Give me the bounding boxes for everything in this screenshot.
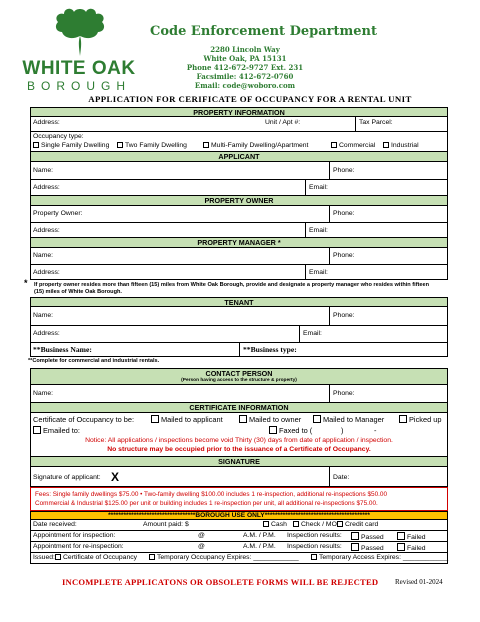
payment-credit[interactable]: Credit card	[337, 521, 378, 528]
owner-email-label[interactable]: Email:	[309, 227, 328, 234]
checkbox-icon[interactable]	[151, 415, 159, 423]
manager-note: If property owner resides more than fifteen (15) miles from White Oak Borough, provide and designate a property manager who resides within fifteen (15) miles of White Oak Borough.	[34, 282, 430, 296]
result-failed[interactable]: Failed	[397, 543, 426, 552]
business-name-label[interactable]: **Business Name:	[33, 345, 92, 354]
email-cell	[305, 180, 306, 195]
phone-cell	[329, 307, 330, 325]
rejection-warning: INCOMPLETE APPLICATONS OR OBSOLETE FORMS WILL BE REJECTED	[62, 577, 379, 587]
certificate-label: Certificate of Occupancy to be:	[33, 415, 135, 424]
business-type-label[interactable]: **Business type:	[243, 345, 297, 354]
checkbox-icon[interactable]	[337, 521, 343, 527]
owner-name-row	[30, 206, 448, 223]
checkbox-icon[interactable]	[239, 415, 247, 423]
checkbox-icon[interactable]	[149, 554, 155, 560]
applicant-address-label[interactable]: Address:	[33, 184, 60, 191]
checkbox-icon[interactable]	[383, 142, 389, 148]
phone-cell	[329, 206, 330, 222]
checkbox-icon[interactable]	[351, 543, 359, 551]
checkbox-industrial[interactable]: Industrial	[383, 142, 419, 149]
manager-name-label[interactable]: Name:	[33, 252, 54, 259]
inspection-results-label: Inspection results:	[287, 532, 342, 539]
revised-date: Revised 01-2024	[395, 578, 443, 586]
department-title: Code Enforcement Department	[150, 24, 377, 39]
owner-phone-label[interactable]: Phone:	[333, 210, 355, 217]
tenant-address-row	[30, 326, 448, 343]
contact-subheading: (Person having access to the structure & property)	[181, 378, 297, 383]
fees-line-1: Fees: Single family dwellings $75.00 • Two-family dwelling $100.00 includes 1 re-inspection, additional re-inspections $50.00	[35, 491, 388, 498]
manager-address-row	[30, 265, 448, 280]
contact-phone-label[interactable]: Phone:	[333, 390, 355, 397]
checkbox-icon[interactable]	[203, 142, 209, 148]
ampm-label[interactable]: A.M. / P.M.	[243, 532, 276, 539]
checkbox-icon[interactable]	[351, 532, 359, 540]
email-cell	[305, 223, 306, 237]
property-address-row	[30, 117, 448, 132]
address-line: 2280 Lincoln Way	[210, 45, 280, 54]
address-line: White Oak, PA 15131	[203, 54, 287, 63]
checkbox-two-family[interactable]: Two Family Dwelling	[117, 142, 187, 149]
checkbox-icon[interactable]	[311, 554, 317, 560]
option-emailed[interactable]: Emailed to:	[33, 426, 80, 435]
checkbox-commercial[interactable]: Commercial	[331, 142, 375, 149]
payment-cash[interactable]: Cash	[263, 521, 287, 528]
option-mailed-manager[interactable]: Mailed to Manager	[313, 415, 384, 424]
section-certificate-information: CERTIFICATE INFORMATION	[30, 403, 448, 413]
occupancy-type-label: Occupancy type:	[33, 133, 84, 140]
checkbox-icon[interactable]	[293, 521, 299, 527]
tenant-address-label[interactable]: Address:	[33, 330, 60, 337]
section-tenant: TENANT	[30, 297, 448, 307]
tenant-note: **Complete for commercial and industrial rentals.	[28, 358, 160, 364]
applicant-email-label[interactable]: Email:	[309, 184, 328, 191]
date-received-row	[30, 520, 448, 531]
address-label[interactable]: Address:	[33, 119, 60, 126]
email-line: Email: code@woboro.com	[194, 81, 296, 90]
property-owner-label[interactable]: Property Owner:	[33, 210, 83, 217]
at-sign: @	[198, 532, 205, 539]
faxed-close-paren: )	[341, 426, 344, 435]
appointment-inspection-row	[30, 531, 448, 542]
fees-line-2: Commercial & Industrial $125.00 per unit or building includes 1 re-inspection per unit, all additional re-inspections $75.00.	[35, 500, 378, 507]
applicant-name-row	[30, 162, 448, 180]
email-cell	[299, 326, 300, 342]
fax-dash: -	[374, 426, 377, 435]
checkbox-multi-family[interactable]: Multi-Family Dwelling/Apartment	[203, 142, 308, 149]
signature-date-label[interactable]: Date:	[333, 474, 350, 481]
manager-note-star: *	[24, 278, 28, 288]
checkbox-icon[interactable]	[331, 142, 337, 148]
option-mailed-owner[interactable]: Mailed to owner	[239, 415, 301, 424]
tenant-phone-label[interactable]: Phone:	[333, 312, 355, 319]
notice-occupancy: No structure may be occupied prior to the issuance of a Certificate of Occupancy.	[107, 446, 371, 453]
fees-box	[30, 487, 448, 511]
checkbox-icon[interactable]	[269, 426, 277, 434]
manager-phone-label[interactable]: Phone:	[333, 252, 355, 259]
checkbox-icon[interactable]	[399, 415, 407, 423]
checkbox-icon[interactable]	[263, 521, 269, 527]
logo-text-borough: BOROUGH	[26, 79, 131, 93]
notice-void: Notice: All applications / inspections become void Thirty (30) days from date of application / inspection.	[85, 437, 393, 444]
applicant-phone-label[interactable]: Phone:	[333, 167, 355, 174]
result-failed[interactable]: Failed	[397, 532, 426, 541]
phone-cell	[329, 162, 330, 179]
manager-email-label[interactable]: Email:	[309, 269, 328, 276]
section-signature: SIGNATURE	[30, 457, 448, 467]
email-cell	[305, 265, 306, 279]
contact-heading: CONTACT PERSON	[205, 369, 273, 378]
appointment-inspection-label[interactable]: Appointment for inspection:	[33, 532, 116, 539]
section-property-manager: PROPERTY MANAGER *	[30, 238, 448, 248]
fax-line: Facsimile: 412-672-0760	[196, 72, 294, 81]
owner-address-label[interactable]: Address:	[33, 227, 60, 234]
issued-row	[30, 553, 448, 564]
issued-certificate[interactable]: Certificate of Occupancy	[55, 554, 137, 561]
contact-row	[30, 385, 448, 403]
issued-label: Issued:	[33, 554, 55, 561]
manager-address-label[interactable]: Address:	[33, 269, 60, 276]
issued-temp-access[interactable]: Temporary Access Expires: ____________	[311, 554, 448, 561]
result-passed[interactable]: Passed	[351, 532, 384, 541]
checkbox-icon[interactable]	[117, 142, 123, 148]
applicant-address-row	[30, 180, 448, 196]
oak-leaf-icon	[52, 8, 108, 58]
checkbox-icon[interactable]	[55, 554, 61, 560]
option-picked-up[interactable]: Picked up	[399, 415, 441, 424]
phone-cell	[329, 248, 330, 264]
phone-cell	[329, 385, 330, 402]
certificate-options	[30, 413, 448, 457]
result-passed[interactable]: Passed	[351, 543, 384, 552]
checkbox-icon[interactable]	[397, 532, 405, 540]
tenant-email-label[interactable]: Email:	[303, 330, 322, 337]
manager-name-row	[30, 248, 448, 265]
business-row	[30, 343, 448, 357]
section-property-information: PROPERTY INFORMATION	[30, 107, 448, 117]
appointment-reinspection-label[interactable]: Appointment for re-inspection:	[33, 543, 124, 550]
tax-parcel-label[interactable]: Tax Parcel:	[359, 119, 393, 126]
tax-parcel-cell	[355, 117, 356, 131]
business-type-cell	[239, 343, 240, 356]
application-title: APPLICATION FOR CERIFICATE OF OCCUPANCY FOR A RENTAL UNIT	[88, 94, 412, 104]
applicant-name-label[interactable]: Name:	[33, 167, 54, 174]
checkbox-icon[interactable]	[33, 426, 41, 434]
checkbox-icon[interactable]	[313, 415, 321, 423]
signature-label[interactable]: Signature of applicant:	[33, 474, 101, 481]
section-applicant: APPLICANT	[30, 152, 448, 162]
occupancy-type-row	[30, 132, 448, 152]
payment-check[interactable]: Check / MO	[293, 521, 337, 528]
logo-text-white-oak: WHITE OAK	[22, 58, 136, 79]
checkbox-icon[interactable]	[397, 543, 405, 551]
tenant-name-row	[30, 307, 448, 326]
ampm-label[interactable]: A.M. / P.M.	[243, 543, 276, 550]
borough-logo	[14, 8, 144, 96]
unit-apt-label[interactable]: Unit / Apt #:	[265, 119, 301, 126]
section-contact-person	[30, 368, 448, 385]
date-cell	[329, 467, 330, 486]
checkbox-icon[interactable]	[33, 142, 39, 148]
date-received-label[interactable]: Date received:	[33, 521, 77, 528]
at-sign: @	[198, 543, 205, 550]
reinspection-results-label: Inspection results:	[287, 543, 342, 550]
borough-use-only-banner: **********************************BOROUGH USE ONLY*****************************************	[30, 511, 448, 520]
amount-paid-label[interactable]: Amount paid: $	[143, 521, 189, 528]
signature-x-mark: X	[111, 470, 120, 484]
section-property-owner: PROPERTY OWNER	[30, 196, 448, 206]
header	[0, 0, 480, 96]
signature-row	[30, 467, 448, 487]
contact-name-label[interactable]: Name:	[33, 390, 54, 397]
owner-address-row	[30, 223, 448, 238]
issued-temp-occupancy[interactable]: Temporary Occupancy Expires: ____________	[149, 554, 299, 561]
phone-line: Phone 412-672-9727 Ext. 231	[186, 63, 304, 72]
option-faxed[interactable]: Faxed to (	[269, 426, 312, 435]
checkbox-single-family[interactable]: Single Family Dwelling	[33, 142, 109, 149]
tenant-name-label[interactable]: Name:	[33, 312, 54, 319]
appointment-reinspection-row	[30, 542, 448, 553]
option-mailed-applicant[interactable]: Mailed to applicant	[151, 415, 223, 424]
